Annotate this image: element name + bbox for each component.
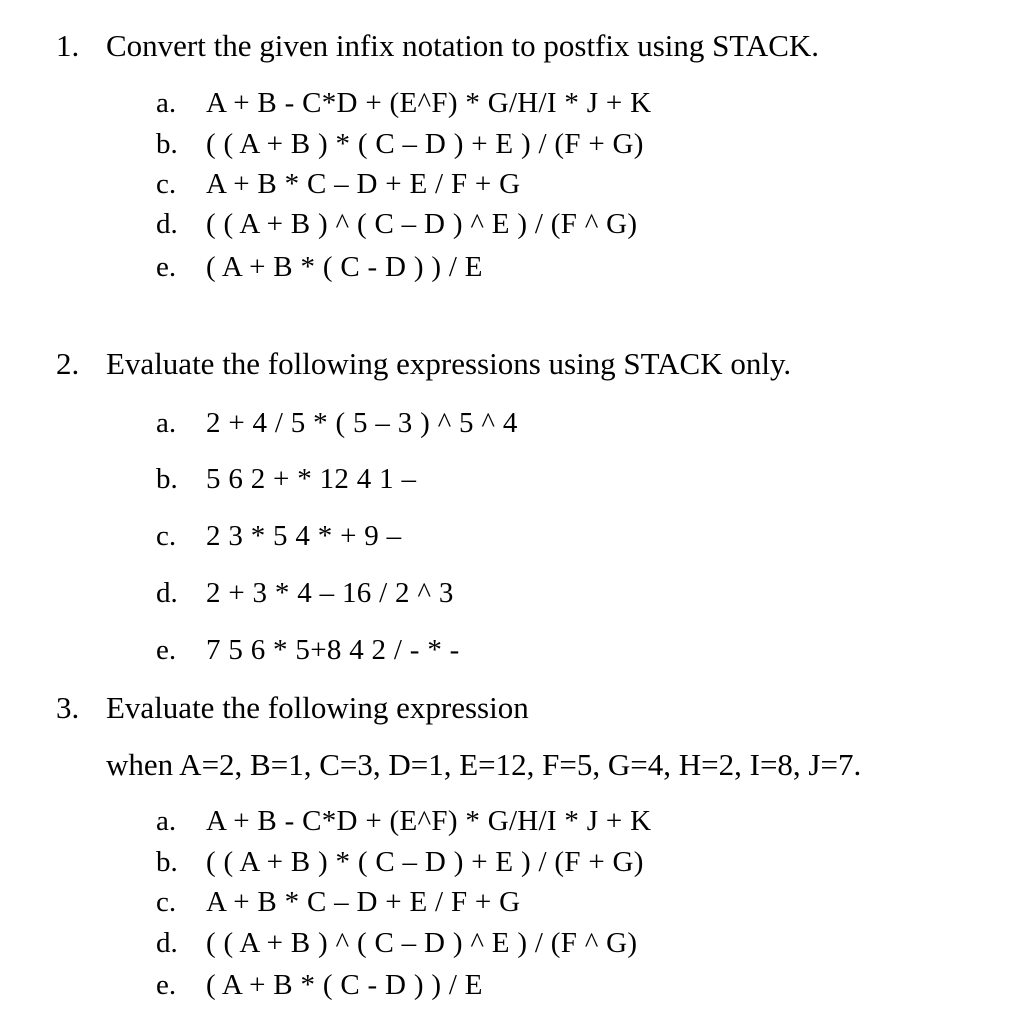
item-expression: A + B * C – D + E / F + G xyxy=(206,886,521,918)
item-expression: 5 6 2 + * 12 4 1 – xyxy=(206,463,417,495)
question-1-item-c xyxy=(156,167,520,201)
question-3-item-b xyxy=(156,845,644,879)
question-1-item-b xyxy=(156,127,644,161)
question-number: 1. xyxy=(56,28,80,63)
question-2-item-b xyxy=(156,462,416,496)
question-1-item-e xyxy=(156,250,483,284)
item-expression: ( ( A + B ) * ( C – D ) + E ) / (F + G) xyxy=(206,846,644,878)
item-label: d. xyxy=(156,577,178,609)
question-prompt: Evaluate the following expression xyxy=(106,690,529,725)
item-label: e. xyxy=(156,634,177,666)
question-3-item-e xyxy=(156,968,483,1002)
item-label: a. xyxy=(156,87,177,119)
item-expression: 2 + 3 * 4 – 16 / 2 ^ 3 xyxy=(206,577,454,609)
item-expression: A + B * C – D + E / F + G xyxy=(206,168,521,200)
question-3-heading xyxy=(56,690,529,726)
question-2-item-e xyxy=(156,633,460,667)
question-2-heading xyxy=(56,346,791,382)
item-label: d. xyxy=(156,927,178,959)
item-expression: ( ( A + B ) ^ ( C – D ) ^ E ) / (F ^ G) xyxy=(206,208,638,240)
question-2-item-c xyxy=(156,519,401,553)
item-expression: 2 3 * 5 4 * + 9 – xyxy=(206,520,402,552)
item-expression: A + B - C*D + (E^F) * G/H/I * J + K xyxy=(206,805,652,837)
item-label: e. xyxy=(156,969,177,1001)
item-expression: 2 + 4 / 5 * ( 5 – 3 ) ^ 5 ^ 4 xyxy=(206,407,518,439)
question-number: 2. xyxy=(56,346,80,381)
question-3-item-c xyxy=(156,885,520,919)
item-label: e. xyxy=(156,251,177,283)
item-label: b. xyxy=(156,846,178,878)
item-label: a. xyxy=(156,805,177,837)
item-expression: ( ( A + B ) ^ ( C – D ) ^ E ) / (F ^ G) xyxy=(206,927,638,959)
item-label: b. xyxy=(156,128,178,160)
item-label: a. xyxy=(156,407,177,439)
question-3-item-d xyxy=(156,926,637,960)
item-label: b. xyxy=(156,463,178,495)
question-2-item-a xyxy=(156,406,518,440)
item-expression: ( A + B * ( C - D ) ) / E xyxy=(206,969,483,1001)
item-label: d. xyxy=(156,208,178,240)
question-1-item-d xyxy=(156,207,637,241)
item-expression: A + B - C*D + (E^F) * G/H/I * J + K xyxy=(206,87,652,119)
question-3-condition: when A=2, B=1, C=3, D=1, E=12, F=5, G=4, H=2, I=8, J=7. xyxy=(106,747,862,782)
item-expression: ( A + B * ( C - D ) ) / E xyxy=(206,251,483,283)
question-prompt: Convert the given infix notation to postfix using STACK. xyxy=(106,28,820,63)
question-2-item-d xyxy=(156,576,454,610)
item-label: c. xyxy=(156,520,177,552)
item-expression: 7 5 6 * 5+8 4 2 / - * - xyxy=(206,634,460,666)
question-1-item-a xyxy=(156,86,651,120)
item-label: c. xyxy=(156,168,177,200)
question-number: 3. xyxy=(56,690,80,725)
item-expression: ( ( A + B ) * ( C – D ) + E ) / (F + G) xyxy=(206,128,644,160)
question-prompt: Evaluate the following expressions using STACK only. xyxy=(106,346,792,381)
question-1-heading xyxy=(56,28,819,64)
item-label: c. xyxy=(156,886,177,918)
question-3-item-a xyxy=(156,804,651,838)
